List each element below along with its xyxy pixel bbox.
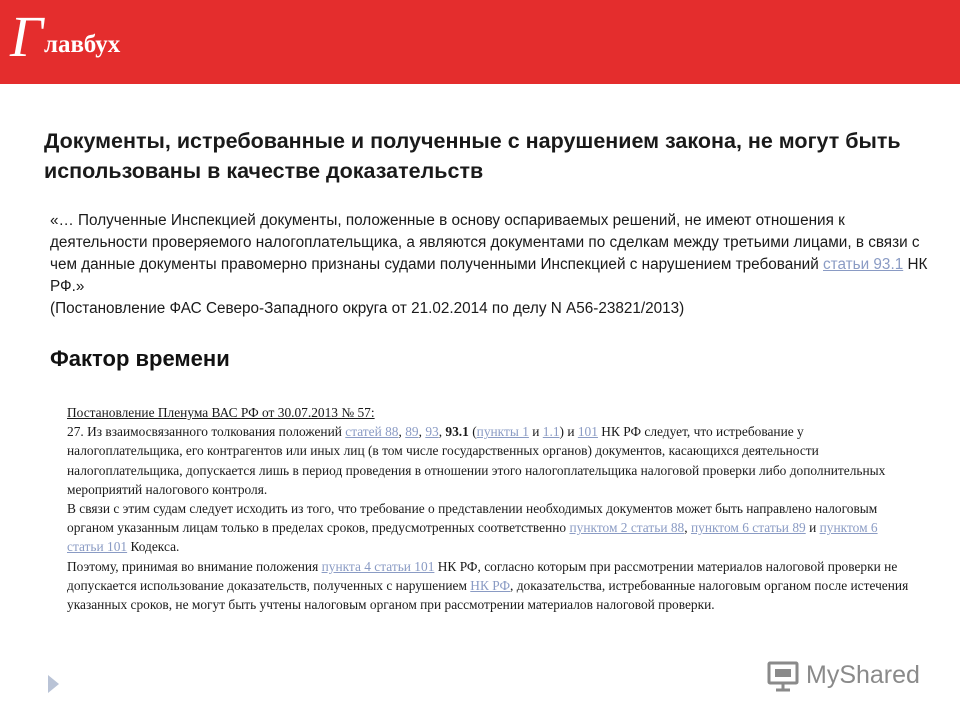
article-93-1-link[interactable]: статьи 93.1 xyxy=(823,256,904,273)
point-4-article-101-link[interactable]: пункта 4 статьи 101 xyxy=(321,558,435,574)
quote-text: «… Полученные Инспекцией документы, положенные в основу оспариваемых решений, не имеют отношения к деятельности проверяемого налогоплательщика, а являются документами по сделкам между третьими лицами, в связи с чем данные документы правомерно признаны судами полученными Инспекцией с нарушением требований статьи 93.1 НК РФ.» xyxy=(50,212,928,295)
decree-title: Постановление Пленума ВАС РФ от 30.07.2013 № 57: xyxy=(67,405,375,420)
decree-excerpt xyxy=(67,403,912,614)
decree-paragraph-3: Поэтому, принимая во внимание положения пункта 4 статьи 101 НК РФ, согласно которым при рассмотрении материалов налоговой проверки не допускается использование доказательств, полученных с нарушением НК РФ, доказательства, истребованные налоговым органом после истечения указанных сроков, не могут быть учтены налоговым органом при рассмотрении материалов налоговой проверки. xyxy=(67,558,909,613)
section-subheading: Фактор времени xyxy=(50,346,230,371)
brand-banner xyxy=(0,0,960,84)
point-6-article-101-link[interactable]: пунктом 6 статьи 101 xyxy=(67,520,878,555)
chevron-right-icon[interactable] xyxy=(46,674,60,694)
slide-heading: Документы, истребованные и полученные с нарушением закона, не могут быть использованы в качестве доказательств xyxy=(44,129,901,183)
projector-icon xyxy=(766,658,802,692)
point-1-1-link[interactable]: 1.1 xyxy=(542,424,560,440)
point-2-article-88-link[interactable]: пунктом 2 статьи 88 xyxy=(569,520,685,536)
point-6-article-89-link[interactable]: пунктом 6 статьи 89 xyxy=(690,520,806,536)
article-89-link[interactable]: 89 xyxy=(405,424,419,440)
article-93-link[interactable]: 93 xyxy=(425,424,439,440)
watermark-text: MyShared xyxy=(806,661,920,689)
article-101-link[interactable]: 101 xyxy=(577,424,598,440)
points-1-link[interactable]: пункты 1 xyxy=(476,424,529,440)
court-quote xyxy=(50,210,930,320)
decree-paragraph-2: В связи с этим судам следует исходить из того, что требование о представлении необходимых документов может быть направлено налоговым органом указанным лицам только в пределах сроков, предусмотренных соответственно пунктом 2 статьи 88, пунктом 6 статьи 89 и пунктом 6 статьи 101 Кодекса. xyxy=(67,501,878,555)
tax-code-link[interactable]: НК РФ xyxy=(470,577,511,593)
articles-88-link[interactable]: статей 88 xyxy=(345,424,399,440)
myshared-watermark xyxy=(766,658,936,692)
glavbukh-logo[interactable]: Г лавбух xyxy=(10,4,121,69)
decree-paragraph-1: 27. Из взаимосвязанного толкования положений статей 88, 89, 93, 93.1 (пункты 1 и 1.1) и 101 НК РФ следует, что истребование у налогоплательщика, его контрагентов или иных лиц (в том числе государственных органов) документов, касающихся деятельности налогоплательщика, допускается лишь в период проведения в отношении этого налогоплательщика налоговой проверки либо дополнительных мероприятий налогового контроля. xyxy=(67,424,886,497)
quote-source: (Постановление ФАС Северо-Западного округа от 21.02.2014 по делу N А56-23821/2013) xyxy=(50,300,685,317)
